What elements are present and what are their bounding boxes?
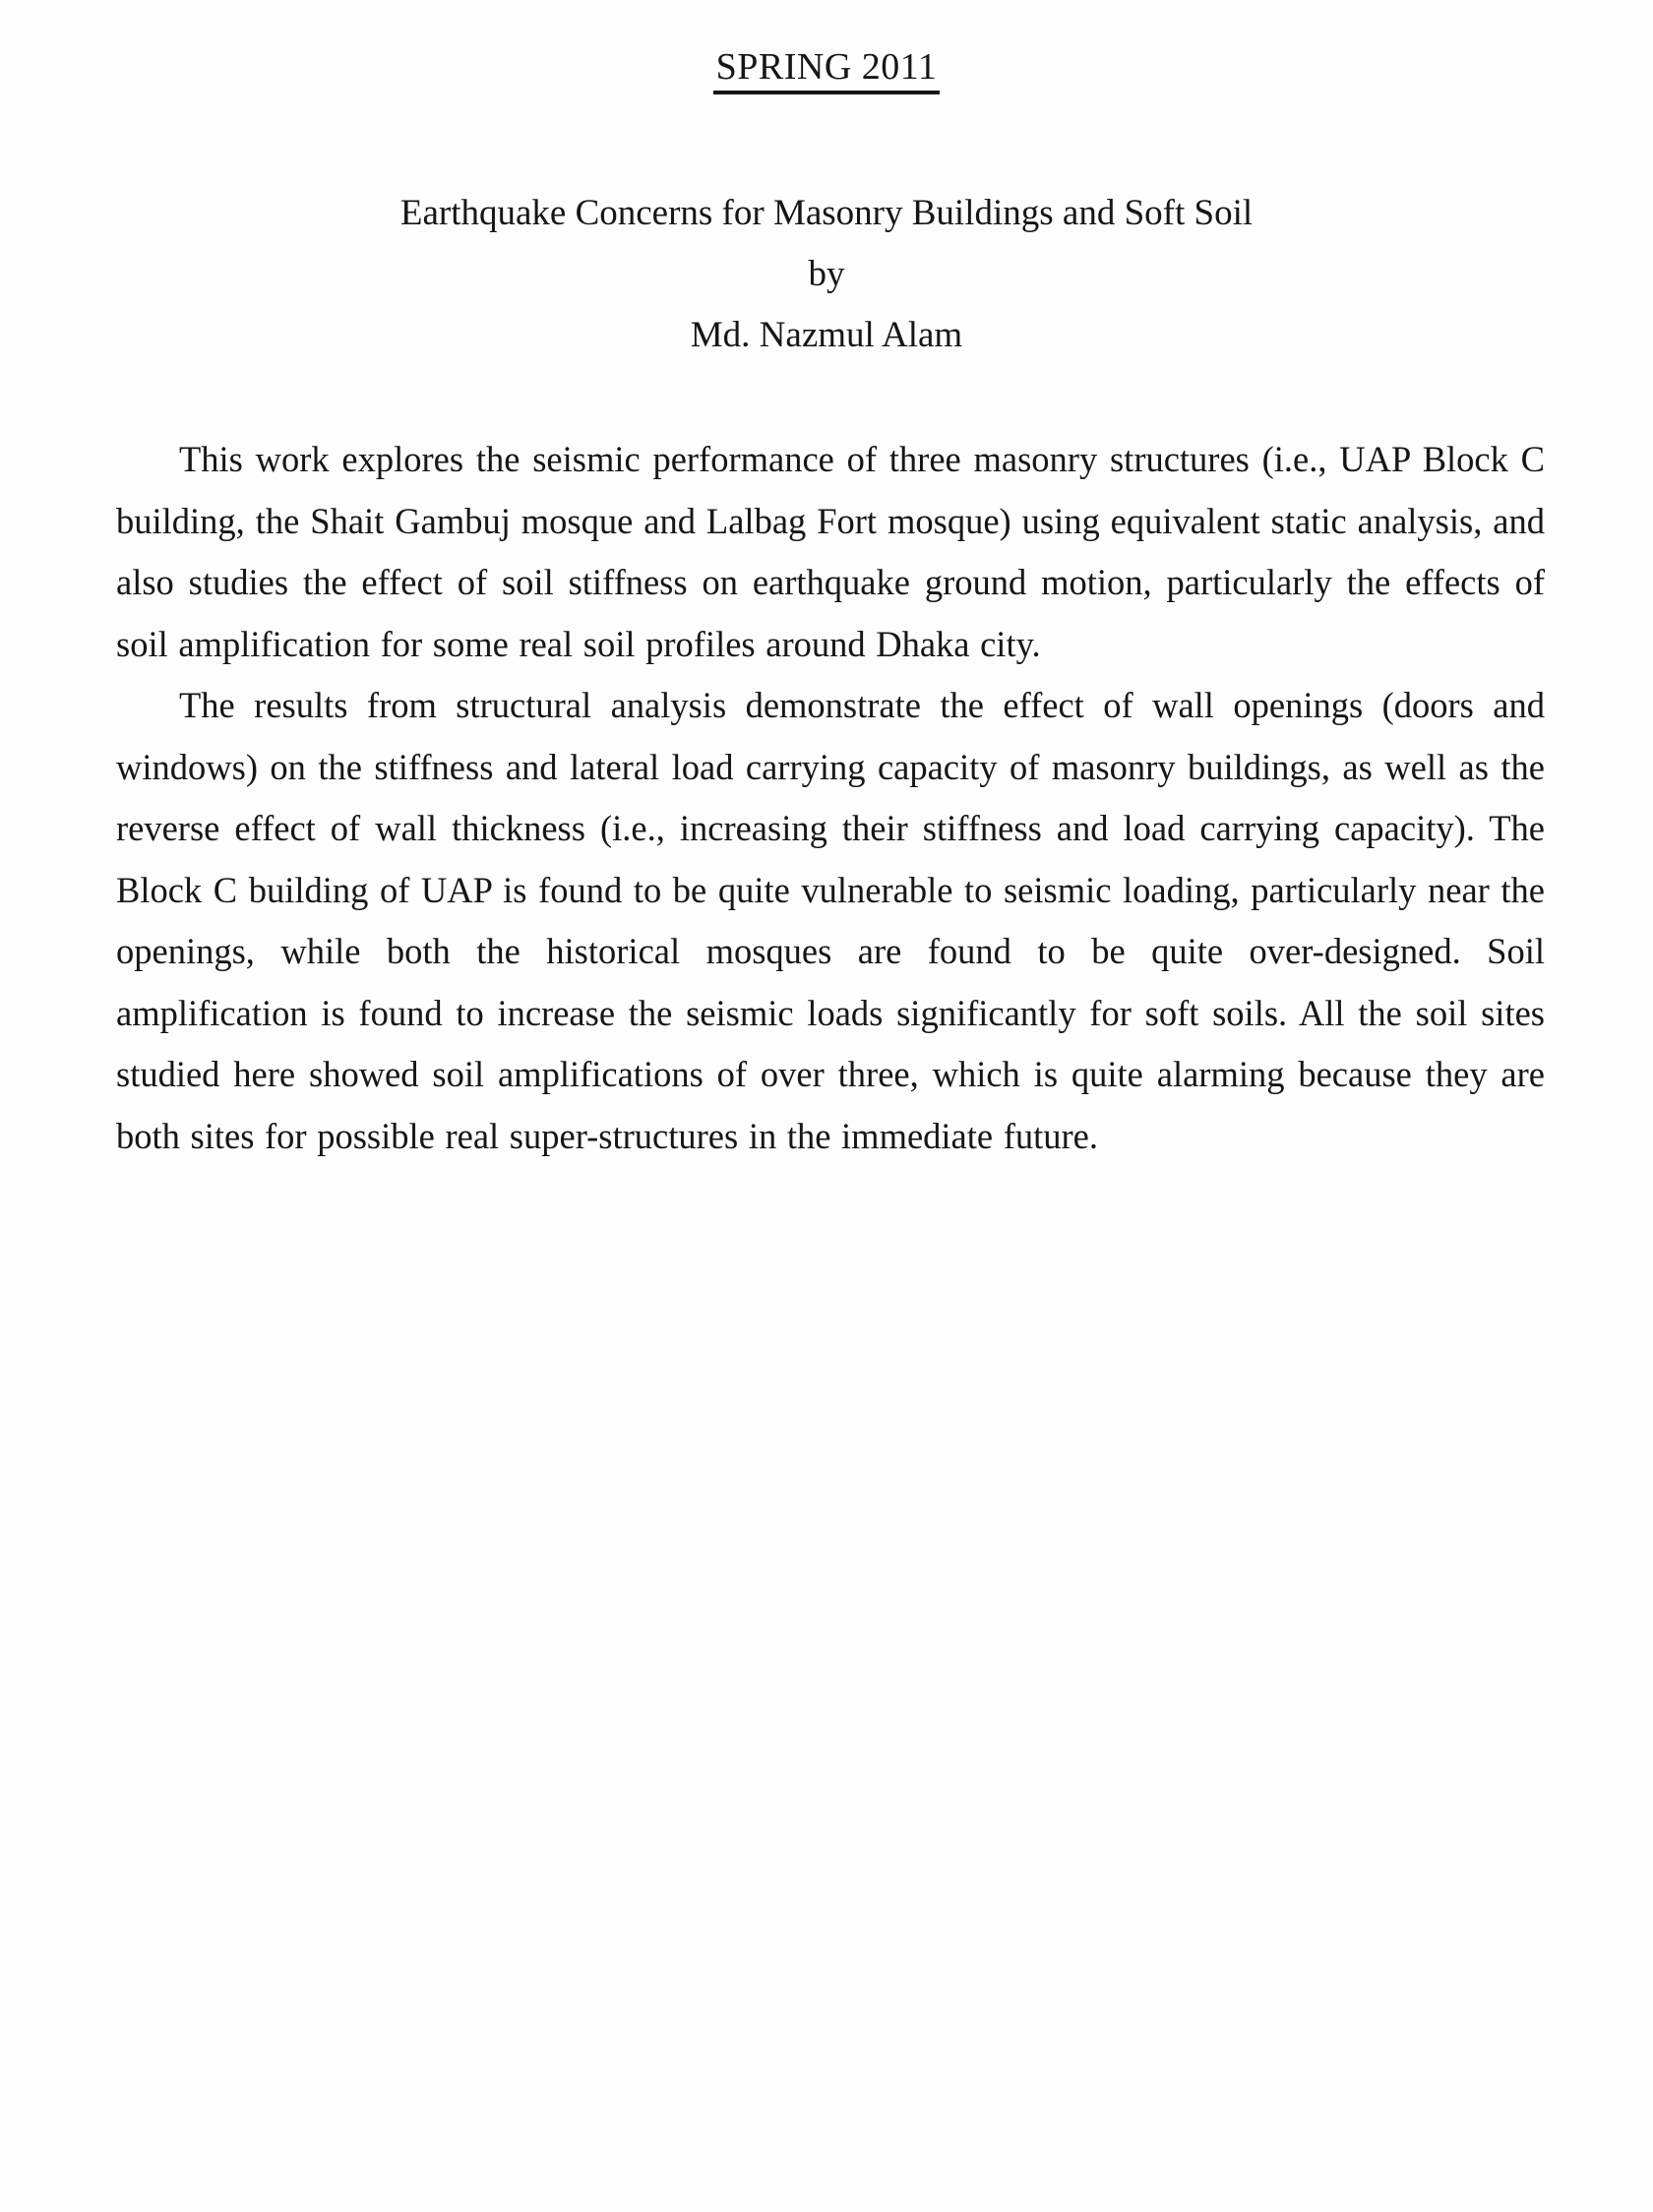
term-header-text: SPRING 2011 xyxy=(713,45,941,94)
abstract-paragraph: This work explores the seismic performance of three masonry structures (i.e., UAP Block C building, the Shait Gambuj mosque and Lalbag Fort mosque) using equivalent static analysis, and also studies the effect of soil stiffness on earthquake ground motion, particularly the effects of soil amplification for some real soil profiles around Dhaka city. xyxy=(116,439,1545,664)
document-title: Earthquake Concerns for Masonry Buildings and Soft Soil xyxy=(399,193,1254,233)
byline: by xyxy=(808,254,845,294)
term-header xyxy=(0,45,1653,94)
title-block xyxy=(0,183,1653,366)
abstract-body xyxy=(116,429,1545,1167)
abstract-paragraph: The results from structural analysis demonstrate the effect of wall openings (doors and windows) on the stiffness and lateral load carrying capacity of masonry buildings, as well as the reverse effect of wall thickness (i.e., increasing their stiffness and load carrying capacity). The Block C building of UAP is found to be quite vulnerable to seismic loading, particularly near the openings, while both the historical mosques are found to be quite over-designed. Soil amplification is found to increase the seismic loads significantly for soft soils. All the soil sites studied here showed soil amplifications of over three, which is quite alarming because they are both sites for possible real super-structures in the immediate future. xyxy=(116,685,1545,1156)
author-name: Md. Nazmul Alam xyxy=(690,315,963,355)
